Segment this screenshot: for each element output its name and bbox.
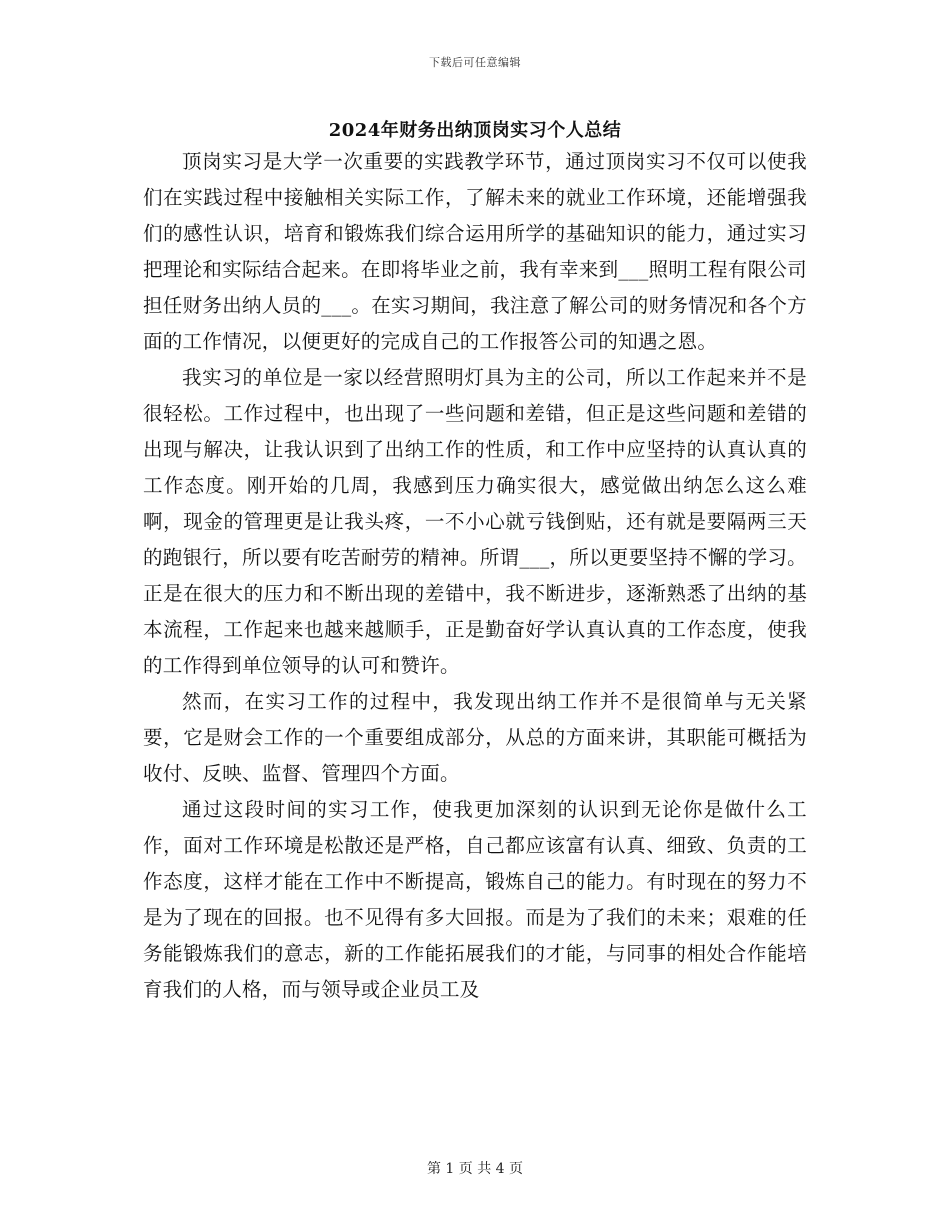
paragraph-1: 顶岗实习是大学一次重要的实践教学环节，通过顶岗实习不仅可以使我们在实践过程中接触相关实际工作，了解未来的就业工作环境，还能增强我们的感性认识，培育和锻炼我们综合运用所学的基础知识的能力，通过实习把理论和实际结合起来。在即将毕业之前，我有幸来到___照明工程有限公司担任财务出纳人员的___。在实习期间，我注意了解公司的财务情况和各个方面的工作情况，以便更好的完成自己的工作报答公司的知遇之恩。	[143, 150, 807, 353]
document-title: 2024年财务出纳顶岗实习个人总结	[328, 120, 622, 141]
document-body	[143, 144, 807, 1008]
header-note: 下载后可任意编辑	[429, 56, 521, 69]
paragraph-3: 然而，在实习工作的过程中，我发现出纳工作并不是很简单与无关紧要，它是财会工作的一个重要组成部分，从总的方面来讲，其职能可概括为收付、反映、监督、管理四个方面。	[143, 690, 807, 785]
paragraph-2: 我实习的单位是一家以经营照明灯具为主的公司，所以工作起来并不是很轻松。工作过程中，也出现了一些问题和差错，但正是这些问题和差错的出现与解决，让我认识到了出纳工作的性质，和工作中应坚持的认真认真的工作态度。刚开始的几周，我感到压力确实很大，感觉做出纳怎么这么难啊，现金的管理更是让我头疼，一不小心就亏钱倒贴，还有就是要隔两三天的跑银行，所以要有吃苦耐劳的精神。所谓___，所以更要坚持不懈的学习。正是在很大的压力和不断出现的差错中，我不断进步，逐渐熟悉了出纳的基本流程，工作起来也越来越顺手，正是勤奋好学认真认真的工作态度，使我的工作得到单位领导的认可和赞许。	[143, 366, 807, 677]
paragraph-4: 通过这段时间的实习工作，使我更加深刻的认识到无论你是做什么工作，面对工作环境是松散还是严格，自己都应该富有认真、细致、负责的工作态度，这样才能在工作中不断提高，锻炼自己的能力。有时现在的努力不是为了现在的回报。也不见得有多大回报。而是为了我们的未来；艰难的任务能锻炼我们的意志，新的工作能拓展我们的才能，与同事的相处合作能培育我们的人格，而与领导或企业员工及	[143, 798, 807, 1001]
page-indicator: 第 1 页 共 4 页	[426, 1161, 524, 1177]
